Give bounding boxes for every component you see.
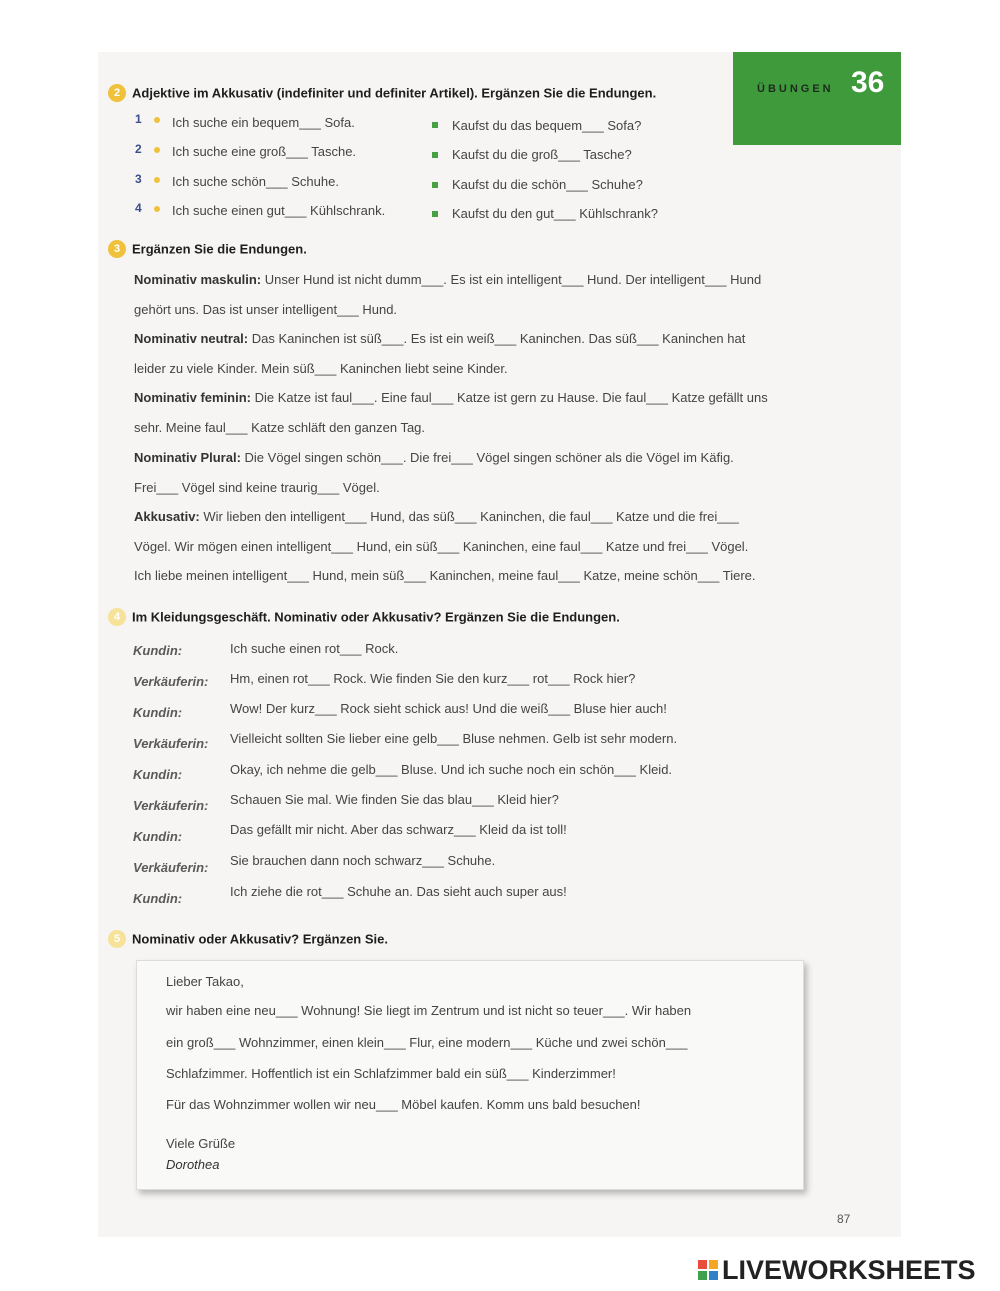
exercise-2-badge: 2 — [108, 84, 126, 102]
ex3-line — [134, 568, 756, 583]
ex3-line — [134, 272, 761, 287]
ex3-line — [134, 420, 425, 435]
ex3-line — [134, 450, 734, 465]
chapter-number: 36 — [851, 66, 885, 99]
ex3-text: Unser Hund ist nicht dumm___. Es ist ein intelligent___ Hund. Der intelligent___ Hund — [261, 272, 762, 287]
liveworksheets-brand[interactable] — [698, 1256, 976, 1284]
letter-line: Lieber Takao, — [166, 974, 244, 989]
ex3-label: Nominativ neutral: — [134, 331, 249, 346]
ex2-right-sentence: Kaufst du den gut___ Kühlschrank? — [452, 206, 658, 221]
chapter-tab-word: ÜBUNGEN — [757, 83, 834, 95]
dialog-speaker: Verkäuferin: — [133, 674, 209, 689]
ex3-label: Akkusativ: — [134, 509, 200, 524]
letter-line: wir haben eine neu___ Wohnung! Sie liegt im Zentrum und ist nicht so teuer___. Wir haben — [166, 1003, 692, 1018]
letter-closing: Viele Grüße — [166, 1136, 236, 1151]
ex3-line — [134, 361, 508, 376]
dialog-speaker: Verkäuferin: — [133, 860, 209, 875]
ex3-text: Ich liebe meinen intelligent___ Hund, mein süß___ Kaninchen, meine faul___ Katze, meine schön___ Tiere. — [134, 568, 756, 583]
liveworksheets-logo-icon — [698, 1260, 718, 1280]
dialog-line: Schauen Sie mal. Wie finden Sie das blau___ Kleid hier? — [230, 792, 559, 807]
ex3-text: Das Kaninchen ist süß___. Es ist ein weiß___ Kaninchen. Das süß___ Kaninchen hat — [248, 331, 746, 346]
ex3-text: Vögel. Wir mögen einen intelligent___ Hund, ein süß___ Kaninchen, eine faul___ Katze und frei___ Vögel. — [134, 539, 749, 554]
dialog-speaker: Kundin: — [133, 767, 183, 782]
ex2-right-sentence: Kaufst du die schön___ Schuhe? — [452, 177, 643, 192]
exercise-2-title: Adjektive im Akkusativ (indefiniter und definiter Artikel). Ergänzen Sie die Endungen. — [132, 85, 657, 101]
ex3-text: leider zu viele Kinder. Mein süß___ Kaninchen liebt seine Kinder. — [134, 361, 508, 376]
ex2-row-number: 3 — [135, 172, 142, 186]
letter-line: Schlafzimmer. Hoffentlich ist ein Schlafzimmer bald ein süß___ Kinderzimmer! — [166, 1066, 616, 1081]
exercise-3-heading — [108, 240, 307, 258]
exercise-2-heading — [108, 84, 656, 102]
dialog-line: Ich suche einen rot___ Rock. — [230, 641, 399, 656]
ex3-text: Wir lieben den intelligent___ Hund, das süß___ Kaninchen, die faul___ Katze und die frei___ — [199, 509, 739, 524]
exercise-5-title: Nominativ oder Akkusativ? Ergänzen Sie. — [132, 931, 388, 947]
dialog-line: Wow! Der kurz___ Rock sieht schick aus! Und die weiß___ Bluse hier auch! — [230, 701, 667, 716]
ex2-row-number: 1 — [135, 112, 142, 126]
bullet-dot — [154, 147, 160, 153]
ex2-right-sentence: Kaufst du das bequem___ Sofa? — [452, 118, 642, 133]
dialog-line: Hm, einen rot___ Rock. Wie finden Sie den kurz___ rot___ Rock hier? — [230, 671, 636, 686]
brand-text: LIVEWORKSHEETS — [722, 1254, 976, 1285]
dialog-line: Sie brauchen dann noch schwarz___ Schuhe. — [230, 853, 496, 868]
ex3-line — [134, 302, 397, 317]
letter-signature: Dorothea — [166, 1157, 220, 1172]
ex3-line — [134, 331, 745, 346]
ex3-line — [134, 480, 380, 495]
ex3-text: Frei___ Vögel sind keine traurig___ Vögel. — [134, 480, 380, 495]
ex3-text: Die Vögel singen schön___. Die frei___ Vögel singen schöner als die Vögel im Käfig. — [240, 450, 734, 465]
bullet-square — [432, 152, 438, 158]
exercise-4-badge: 4 — [108, 608, 126, 626]
ex2-left-sentence: Ich suche einen gut___ Kühlschrank. — [172, 203, 386, 218]
ex2-row-number: 4 — [135, 201, 142, 215]
ex3-line — [134, 539, 748, 554]
exercise-5-heading — [108, 930, 388, 948]
dialog-line: Vielleicht sollten Sie lieber eine gelb___ Bluse nehmen. Gelb ist sehr modern. — [230, 731, 678, 746]
letter-line: ein groß___ Wohnzimmer, einen klein___ Flur, eine modern___ Küche und zwei schön___ — [166, 1035, 688, 1050]
bullet-square — [432, 211, 438, 217]
ex3-label: Nominativ Plural: — [134, 450, 241, 465]
bullet-square — [432, 122, 438, 128]
ex3-line — [134, 509, 739, 524]
dialog-speaker: Kundin: — [133, 891, 183, 906]
exercise-4-title: Im Kleidungsgeschäft. Nominativ oder Akkusativ? Ergänzen Sie die Endungen. — [132, 609, 620, 625]
ex3-label: Nominativ feminin: — [134, 390, 252, 405]
bullet-square — [432, 182, 438, 188]
ex3-text: Die Katze ist faul___. Eine faul___ Katze ist gern zu Hause. Die faul___ Katze gefällt uns — [251, 390, 768, 405]
chapter-tab — [733, 52, 901, 145]
ex2-right-sentence: Kaufst du die groß___ Tasche? — [452, 147, 632, 162]
exercise-5-badge: 5 — [108, 930, 126, 948]
ex2-left-sentence: Ich suche eine groß___ Tasche. — [172, 144, 357, 159]
page-number: 87 — [837, 1212, 851, 1226]
ex3-text: sehr. Meine faul___ Katze schläft den ganzen Tag. — [134, 420, 426, 435]
bullet-dot — [154, 206, 160, 212]
dialog-speaker: Verkäuferin: — [133, 798, 209, 813]
dialog-speaker: Kundin: — [133, 705, 183, 720]
ex2-row-number: 2 — [135, 142, 142, 156]
exercise-4-heading — [108, 608, 620, 626]
dialog-speaker: Kundin: — [133, 829, 183, 844]
dialog-line: Das gefällt mir nicht. Aber das schwarz___ Kleid da ist toll! — [230, 822, 567, 837]
dialog-line: Okay, ich nehme die gelb___ Bluse. Und ich suche noch ein schön___ Kleid. — [230, 762, 673, 777]
dialog-speaker: Verkäuferin: — [133, 736, 209, 751]
ex2-left-sentence: Ich suche ein bequem___ Sofa. — [172, 115, 355, 130]
bullet-dot — [154, 177, 160, 183]
bullet-dot — [154, 117, 160, 123]
dialog-line: Ich ziehe die rot___ Schuhe an. Das sieht auch super aus! — [230, 884, 567, 899]
ex2-left-sentence: Ich suche schön___ Schuhe. — [172, 174, 339, 189]
ex3-text: gehört uns. Das ist unser intelligent___ Hund. — [134, 302, 398, 317]
exercise-3-badge: 3 — [108, 240, 126, 258]
letter-line: Für das Wohnzimmer wollen wir neu___ Möbel kaufen. Komm uns bald besuchen! — [166, 1097, 641, 1112]
dialog-speaker: Kundin: — [133, 643, 183, 658]
exercise-3-title: Ergänzen Sie die Endungen. — [132, 241, 307, 257]
ex3-label: Nominativ maskulin: — [134, 272, 262, 287]
ex3-line — [134, 390, 768, 405]
